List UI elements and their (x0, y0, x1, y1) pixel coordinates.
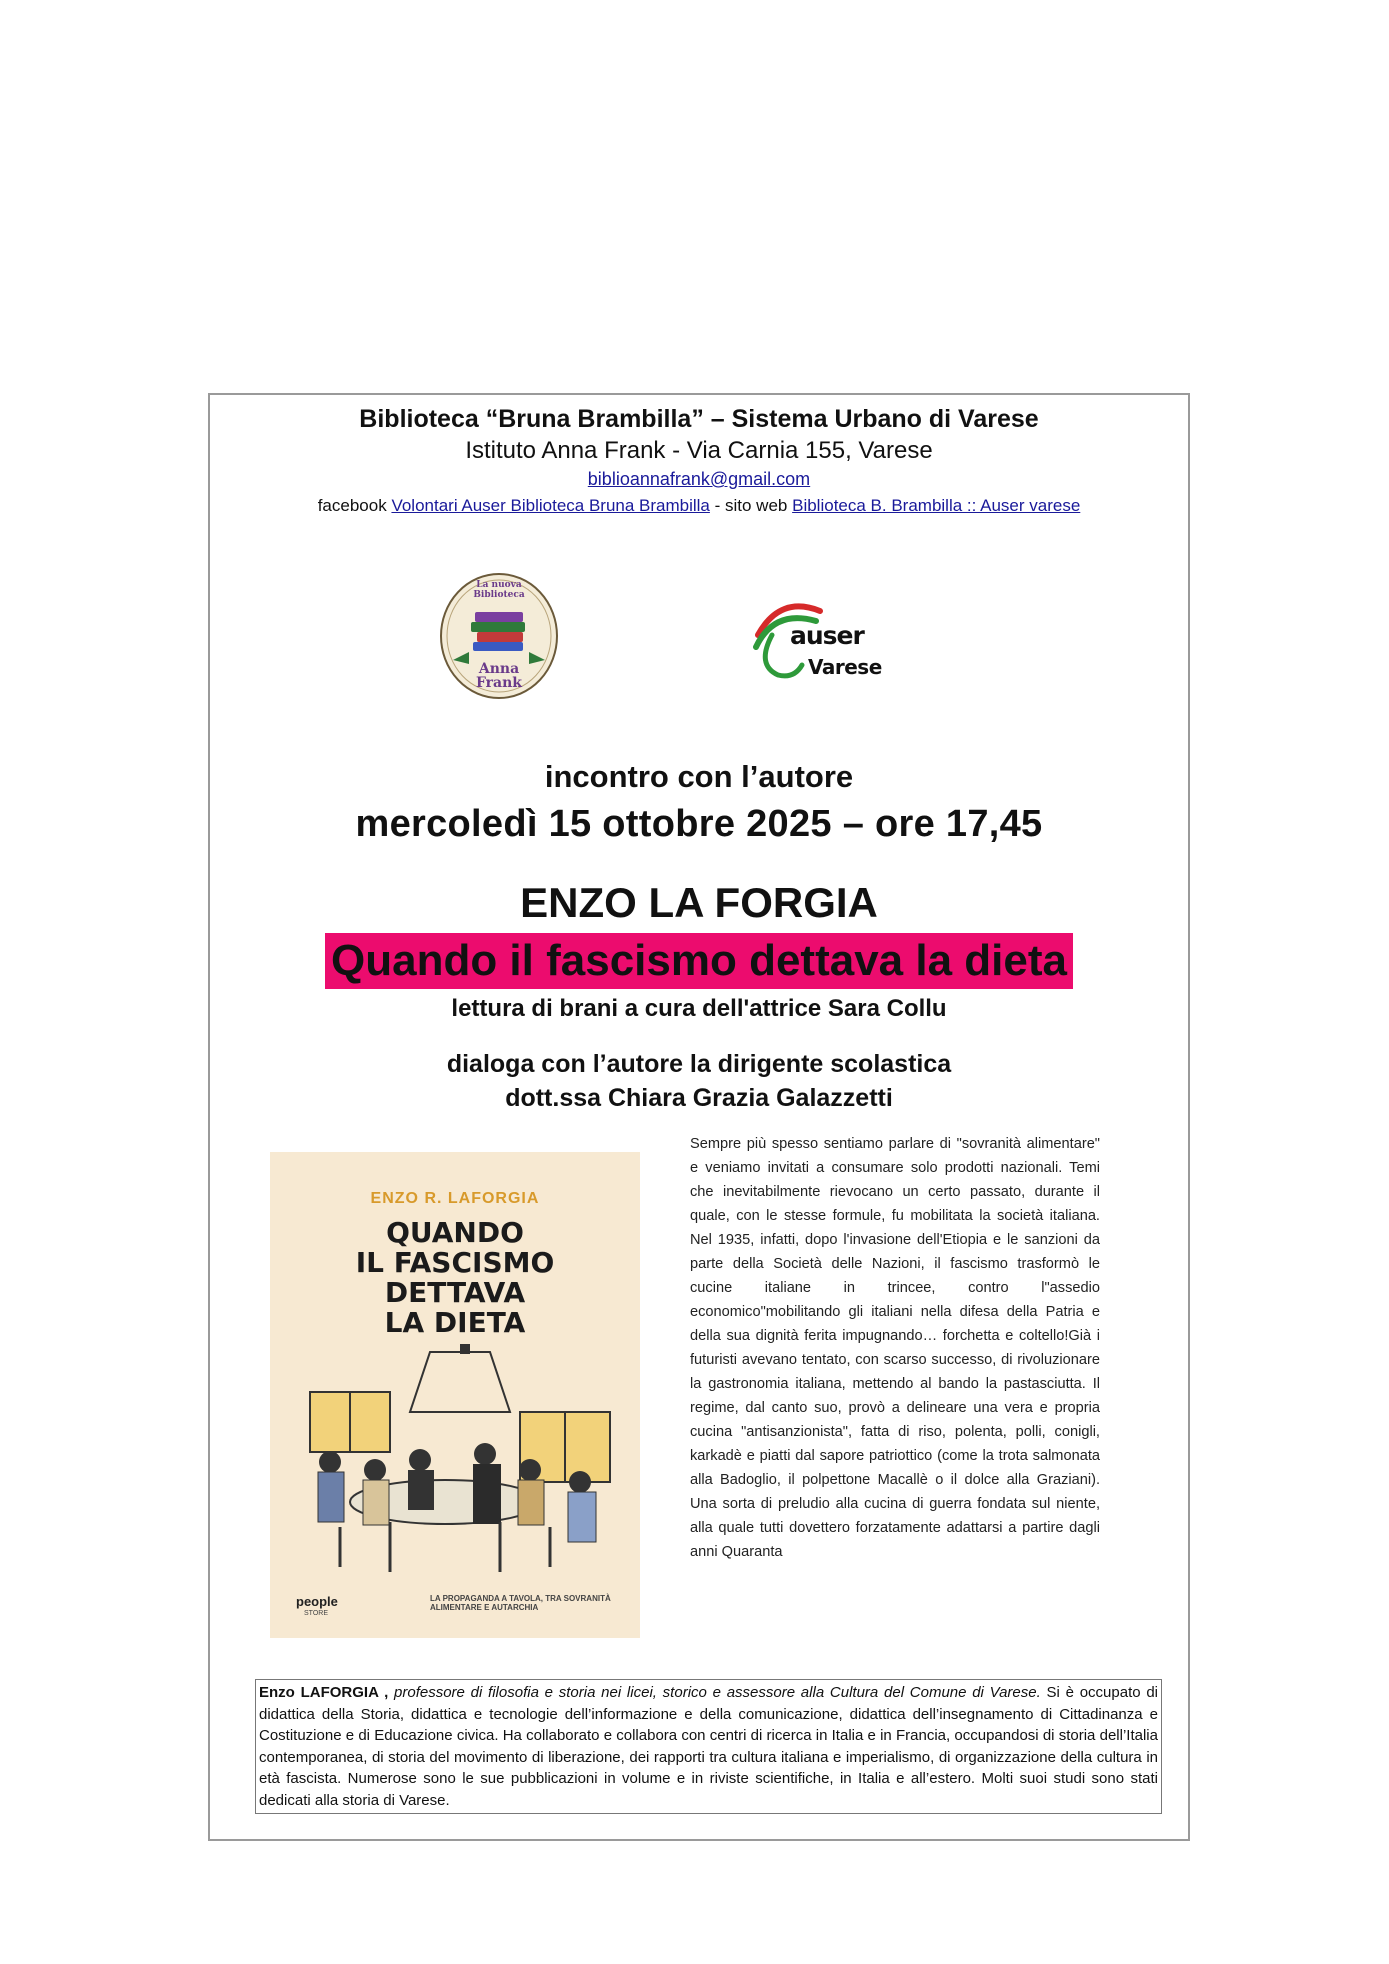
book-description: Sempre più spesso sentiamo parlare di "sovranità alimentare" e veniamo invitati a consumare solo prodotti nazionali. Temi che inevitabilmente rievocano un certo passato, durante il quale, con le stesse formule, fu mobilitata la società italiana. Nel 1935, infatti, dopo l'invasione dell'Etiopia e le sanzioni da parte della Società delle Nazioni, il fascismo trasformò le cucine italiane in trincee, contro l"assedio economico"mobilitando gli italiani nella difesa della Patria e della sua dignità ferita impugnando… forchetta e coltello!Già i futuristi avevano tentato, con scarso successo, di rivoluzionare la gastronomia italiana, mettendo al bando la pastasciutta. Il regime, dal canto suo, provò a delineare una vera e propria cucina "antisanzionista", fatta di riso, polenta, polli, conigli, karkadè e piatti dal sapore patriottico (come la trota salmonata alla Badoglio, il polpettone Macallè o il dolce alla Graziani). Una sorta di preludio alla cucina di guerra fondata sul niente, alla quale tutti dovettero forzatamente adattarsi a partire dagli anni Quaranta (690, 1136, 1100, 1560)
facebook-label: facebook (317, 496, 387, 515)
event-author: ENZO LA FORGIA (520, 879, 878, 926)
event-title: Quando il fascismo dettava la dieta (325, 933, 1073, 989)
author-bio (255, 1679, 1162, 1814)
cover-title (270, 1218, 640, 1338)
event-title-wrap (210, 933, 1188, 989)
bio-role: professore di filosofia e storia nei licei, storico e assessore alla Cultura del Comune di Varese. (388, 1684, 1041, 1701)
event-dialogue (210, 1047, 1188, 1115)
library-name: Biblioteca “Bruna Brambilla” – Sistema Urbano di Varese (359, 405, 1039, 433)
cover-title-line: LA DIETA (384, 1306, 526, 1339)
cover-publisher-sub: STORE (304, 1610, 328, 1617)
library-logo-text-top: La nuova Biblioteca (473, 580, 525, 600)
library-logo-text-bottom: Anna Frank (475, 661, 523, 691)
cover-title-line: DETTAVA (384, 1276, 526, 1309)
auser-logo-text: auser (790, 621, 864, 650)
cover-title-line: QUANDO (386, 1216, 524, 1249)
flyer-frame (208, 393, 1190, 1841)
event-dialogue-line1: dialoga con l’autore la dirigente scolastica (446, 1050, 952, 1078)
email-link[interactable]: biblioannafrank@gmail.com (587, 469, 811, 489)
book-cover (270, 1152, 640, 1638)
event-reading: lettura di brani a cura dell'attrice Sara Collu (451, 995, 947, 1022)
event-kicker: incontro con l’autore (544, 759, 854, 794)
site-label: - sito web (714, 496, 788, 515)
library-email (210, 469, 1188, 490)
cover-title-line: IL FASCISMO (355, 1246, 555, 1279)
cover-author: ENZO R. LAFORGIA (370, 1190, 540, 1207)
facebook-link[interactable]: Volontari Auser Biblioteca Bruna Brambilla (391, 496, 710, 515)
event-date: mercoledì 15 ottobre 2025 – ore 17,45 (355, 803, 1043, 845)
cover-illustration (270, 1342, 640, 1582)
auser-logo-sub: Varese (808, 655, 882, 679)
cover-subtitle: LA PROPAGANDA A TAVOLA, TRA SOVRANITÀ ALIMENTARE E AUTARCHIA (430, 1594, 611, 1612)
auser-logo (750, 595, 885, 695)
event-dialogue-line2: dott.ssa Chiara Grazia Galazzetti (505, 1084, 893, 1112)
social-links (210, 496, 1188, 516)
bio-text: Si è occupato di didattica della Storia, didattica e tecnologie dell’informazione e della comunicazione, didattica dell’insegnamento di Cittadinanza e Costituzione e di Educazione civica. Ha collaborato e collabora con centri di ricerca in Italia e in Francia, occupandosi di storia dell’Italia contemporanea, di storia del movimento di liberazione, dei rapporti tra cultura italiana e imperialismo, di organizzazione della cultura in età fascista. Numerose sono le sue pubblicazioni in volume e in riviste scientifiche, in Italia e all’estero. Molti suoi studi sono stati dedicati alla storia di Varese. (259, 1684, 1159, 1809)
library-logo (439, 572, 559, 700)
cover-publisher: people (296, 1594, 338, 1609)
bio-name: Enzo LAFORGIA , (259, 1684, 389, 1701)
website-link[interactable]: Biblioteca B. Brambilla :: Auser varese (792, 496, 1081, 515)
library-address: Istituto Anna Frank - Via Carnia 155, Varese (465, 437, 933, 464)
